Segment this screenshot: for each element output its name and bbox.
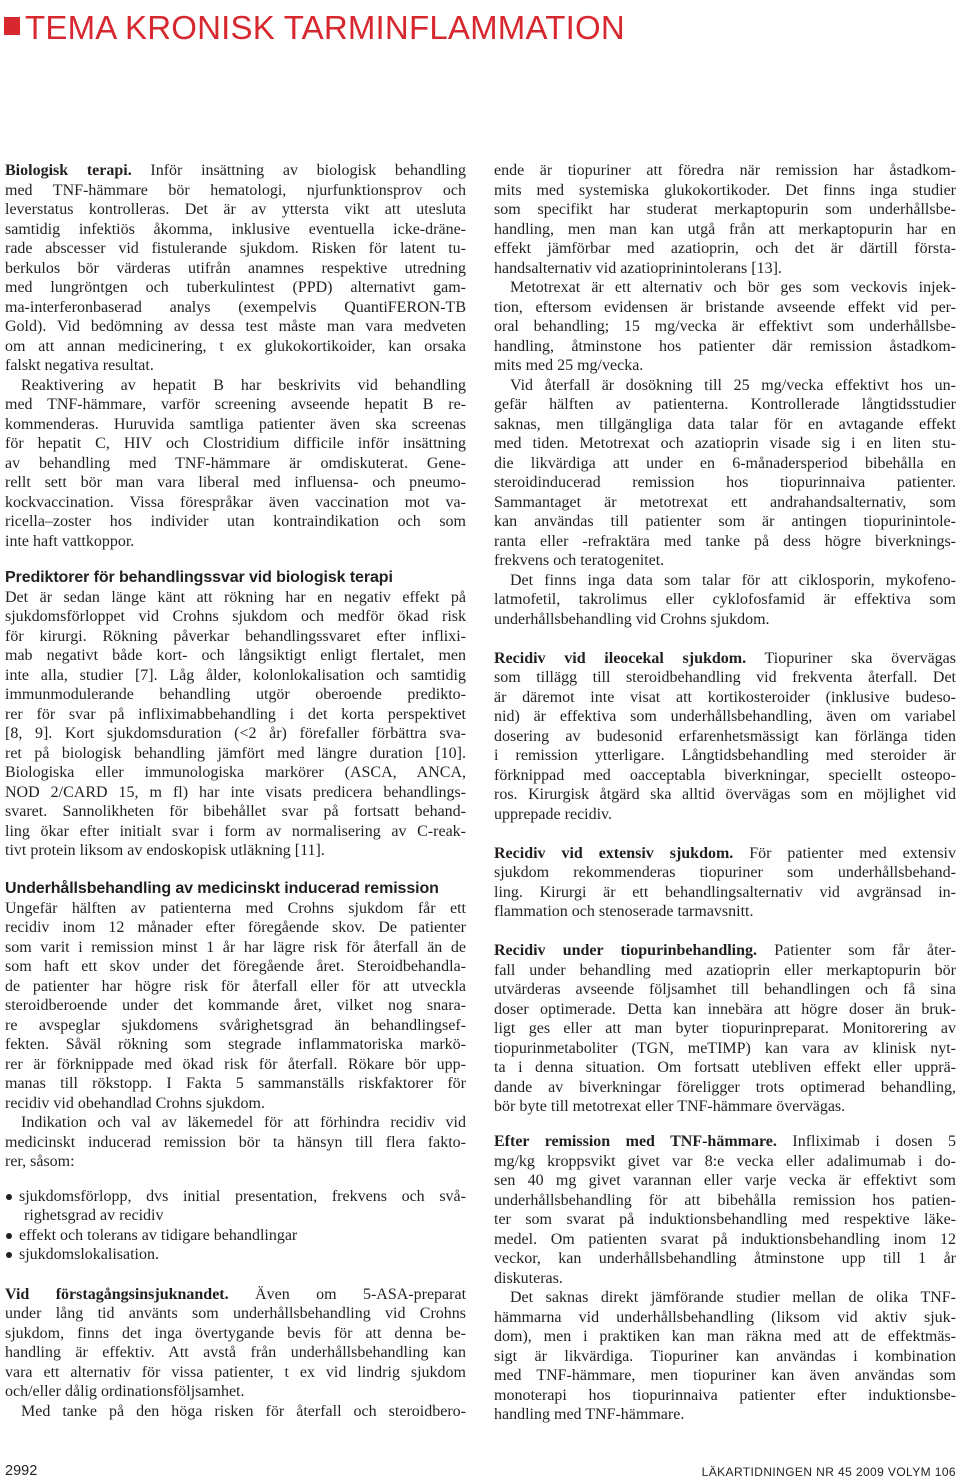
text-line: berkulos bör värderas utifrån anamnes respektive utredning	[5, 259, 466, 277]
text-line: inte haft vattkoppor.	[5, 532, 135, 550]
bullet-icon	[6, 1194, 12, 1200]
text-line: om att annan medicinering, t ex glukokortikoider, kan orsaka	[5, 337, 466, 355]
text-line: latmofetil, takrolimus eller cyklofosfamid är effektiva som	[494, 591, 956, 608]
text-line: gefär hälften av patienterna. Kontrollerade långtidsstudier	[494, 396, 956, 413]
section-heading-maintenance: Underhållsbehandling av medicinskt inducerad remission	[5, 880, 439, 897]
text-line: som haft ett skov under det föregående året. Steroidbehandla-	[5, 958, 466, 975]
text-line: mits med 25 mg/vecka.	[494, 357, 644, 374]
text-line: upprepade recidiv.	[494, 805, 613, 823]
text-line: för hepatit C, HIV och Clostridium difficile inför insättning	[5, 435, 466, 452]
list-item	[5, 1187, 466, 1226]
text-line: die likvärdiga att under en 6-månadersperiod bibehålla en	[494, 454, 956, 472]
text-line: utvärderas avseende följsamhet till behandlingen och få sina	[494, 981, 956, 998]
bullet-icon	[6, 1252, 12, 1258]
text-line: hämmarna vid underhållsbehandling (liksom vid aktiv sjuk-	[494, 1308, 956, 1326]
paragraph-methotrexate	[494, 278, 956, 376]
text-line: doser optimerade. Detta kan innebära att högre doser än bruk-	[494, 1000, 956, 1018]
right-column	[494, 161, 956, 1425]
text-line: kommenderas. Huruvida samtliga patienter även ska screenas	[5, 415, 466, 433]
run-in-heading: Vid förstagångsinsjuknandet.	[5, 1285, 229, 1303]
paragraph-predictors	[5, 588, 466, 861]
text-line: rer för svar på infliximabbehandling i det korta perspektivet	[5, 705, 466, 723]
text-line: flammation och stenoserade tarmavsnitt.	[494, 903, 754, 920]
text-line: Reaktivering av hepatit B har beskrivits vid behandling	[21, 376, 466, 394]
run-in-heading: Recidiv under tiopurinbehandling.	[494, 942, 758, 959]
text-line: Indikation och val av läkemedel för att förhindra recidiv vid	[21, 1114, 466, 1131]
text-line: righetsgrad av recidiv	[24, 1207, 164, 1224]
text-line: svaret. Sannolikheten för bibehållet svar på fortsatt behand-	[5, 803, 466, 820]
text-line: effekt och tolerans av tidigare behandlingar	[19, 1226, 298, 1244]
paragraph-maintenance	[5, 899, 466, 1114]
text-line: ma-interferonbaserad analys (exempelvis QuantiFERON-TB	[5, 298, 466, 316]
text-line: sigt är likvärdiga. Tiopuriner kan användas i kombination	[494, 1347, 956, 1365]
text-line: tion, eftersom evidensen är bristande avseende effekt vid per-	[494, 298, 956, 316]
text-line	[494, 649, 956, 669]
text-line: inte alla, studier [7]. Låg ålder, kolonlokalisation och samtidig	[5, 666, 466, 684]
text-line: sjukdom rekommenderas tiopuriner som underhållsbehand-	[494, 864, 956, 881]
text-line: ros. Kirurgisk åtgärd ska alltid övervägas som en möjlighet vid	[494, 786, 956, 803]
text-line: mits med systemiska glukokortikoder. Det finns inga studier	[494, 181, 956, 199]
paragraph-high-relapse-risk-continued	[494, 161, 956, 278]
text-line: rellt sett bör man vara liberal med influensa- och pneumo-	[5, 474, 466, 491]
paragraph-other-immunosuppressants	[494, 571, 956, 630]
text-line: Sammantaget är metotrexat ett andrahandsalternativ, som	[494, 493, 956, 511]
page-number: 2992	[5, 1463, 38, 1479]
run-in-heading: Recidiv vid extensiv sjukdom.	[494, 844, 734, 862]
text-line: sjukdomsförlopp, dvs initial presentation, frekvens och svå-	[19, 1187, 466, 1205]
line-text: Patienter som får åter-	[774, 942, 957, 959]
text-line: steroidinducerad remission hos tiopurinnaiva patienter.	[494, 474, 956, 491]
text-line: sjukdomslokalisation.	[19, 1246, 159, 1263]
text-line: i remission ytterligare. Långtidsbehandling med steroider är	[494, 747, 956, 764]
text-line: saknas, men tillgängliga data talar för en avtagande effekt	[494, 415, 956, 433]
text-line: med TNF-hämmare, varför screening avseende hepatit B re-	[5, 396, 466, 413]
paragraph-methotrexate-relapse	[494, 376, 956, 571]
text-line: med tiden. Metotrexat och azatioprin visade sig i en liten stu-	[494, 435, 956, 452]
text-line: dosering av budesonid erfarenhetsmässigt kan förlänga tiden	[494, 727, 956, 745]
text-line: ta i denna situation. Om fortsatt utebliven effekt eller upprä-	[494, 1059, 956, 1076]
list-item	[5, 1245, 466, 1265]
criteria-list	[5, 1187, 466, 1265]
text-line: rer är förknippade med ökad risk för återfall. Rökare bör upp-	[5, 1055, 466, 1073]
text-line: sen 40 mg givet varannan eller varje vecka är effektivt som	[494, 1172, 956, 1189]
text-line: dande av biverkningar föreligger trots optimerad behandling,	[494, 1078, 956, 1096]
text-line: [8, 9]. Kort sjukdomsduration (<2 år) förefaller förbättra sva-	[5, 725, 466, 742]
text-line: av behandling med TNF-hämmare är omdiskuterat. Gene-	[5, 454, 466, 472]
text-line: är däremot inte visat att kortikosteroider (inklusive budeso-	[494, 688, 956, 706]
text-line	[494, 1132, 956, 1152]
section-marker-icon	[4, 17, 20, 35]
text-line: mab negativt både kort- och långsiktigt enligt flertalet, men	[5, 647, 466, 664]
text-line: dom), men i praktiken kan man räkna med att de effektmäs-	[494, 1328, 956, 1345]
text-line: som tillägg till steroidbehandling vid frekventa återfall. Det	[494, 669, 956, 686]
text-line: Det är sedan länge känt att rökning har en negativ effekt på	[5, 588, 466, 606]
text-line: handsalternativ vid azatioprinintolerans [13].	[494, 259, 782, 277]
line-text: För patienter med extensiv	[749, 844, 957, 862]
text-line: Ungefär hälften av patienterna med Crohns sjukdom får ett	[5, 899, 466, 917]
text-line: handling är effektiv. Att avstå från underhållsbehandling kan	[5, 1344, 466, 1361]
list-item	[5, 1226, 466, 1246]
text-line: förknippad med oacceptabla biverkningar, speciellt osteopo-	[494, 766, 956, 784]
text-line: fall under behandling med azatioprin eller merkaptopurin bör	[494, 961, 956, 979]
line-text: Infliximab i dosen 5	[792, 1133, 957, 1150]
text-line: Metotrexat är ett alternativ och bör ges som veckovis injek-	[510, 279, 956, 296]
text-line: monoterapi hos tiopurinnaiva patienter efter induktionsbe-	[494, 1386, 956, 1404]
left-column	[5, 161, 466, 1421]
text-line: handling, men man kan utgå från att merkaptopurin har en	[494, 220, 956, 238]
text-line: rade abscesser vid fistulerande sjukdom. Risken för latent tu-	[5, 240, 466, 257]
text-line: oral behandling; 15 mg/vecka är effektivt som underhållsbe-	[494, 318, 956, 335]
text-line: recidiv vid obehandlad Crohns sjukdom.	[5, 1094, 265, 1112]
text-line: tiopurinmetaboliter (TGN, meTIMP) kan vara av klinisk nyt-	[494, 1039, 956, 1057]
text-line: frekvens och teratogenitet.	[494, 552, 665, 569]
paragraph-ileocecal-relapse	[494, 649, 956, 825]
text-line: falskt negativa resultat.	[5, 357, 154, 374]
text-line: underhållsbehandling för att bibehålla remission hos patien-	[494, 1191, 956, 1209]
text-line: kan användas till patienter som är antingen tiopurinintole-	[494, 513, 956, 530]
text-line: manas till rökstopp. I Fakta 5 sammanställs riskfaktorer för	[5, 1075, 466, 1092]
text-line: handling med TNF-hämmare.	[494, 1406, 685, 1423]
text-line: handling, åtminstone hos patienter där remission åstadkom-	[494, 337, 956, 355]
paragraph-hepatitis	[5, 376, 466, 552]
text-line: och/eller dålig ordinationsföljsamhet.	[5, 1383, 245, 1400]
text-line: ligt ges eller att man byter tiopurinpreparat. Monitorering av	[494, 1020, 956, 1037]
text-line: under lång tid använts som underhållsbehandling vid Crohns	[5, 1305, 466, 1322]
paragraph-tnf-comparison	[494, 1288, 956, 1425]
text-line: som varit i remission minst 1 år har lägre risk för återfall än de	[5, 938, 466, 956]
text-line: Vid återfall är dosökning till 25 mg/vecka effektivt hos un-	[510, 376, 956, 394]
text-line: nid) är effektiva som underhållsbehandling, även om variabel	[494, 708, 956, 725]
bullet-icon	[6, 1233, 12, 1239]
paragraph-biologic-therapy	[5, 161, 466, 376]
text-line: Biologiska eller immunologiska markörer (ASCA, ANCA,	[5, 764, 466, 781]
line-text: Tiopuriner ska övervägas	[764, 649, 956, 667]
text-line: vara ett alternativ för vissa patienter, t ex vid lindrig sjukdom	[5, 1363, 466, 1381]
text-line: leverstatus kontrolleras. Det är av yttersta vikt att utesluta	[5, 201, 466, 218]
text-line: med TNF-hämmare bör hematologi, njurfunktionsprov och	[5, 181, 466, 199]
text-line: Gold). Vid bedömning av dessa test måste man vara medveten	[5, 318, 466, 335]
line-text: Även om 5-ASA-preparat	[255, 1285, 467, 1303]
text-line: NOD 2/CARD 15, m fl) har inte visats predicera behandlings-	[5, 783, 466, 801]
run-in-heading: Recidiv vid ileocekal sjukdom.	[494, 649, 747, 667]
text-line	[5, 1285, 466, 1305]
text-line: veckor, kan underhållsbehandling åtminstone upp till 1 år	[494, 1250, 956, 1267]
paragraph-indication	[5, 1113, 466, 1172]
paragraph-first-onset	[5, 1285, 466, 1402]
text-line: ende är tiopuriner att föredra när remission har åstadkom-	[494, 162, 956, 179]
text-line: Det saknas direkt jämförande studier mellan de olika TNF-	[510, 1289, 956, 1306]
text-line: de patienter har högre risk för återfall eller för att utveckla	[5, 977, 466, 995]
paragraph-extensive-relapse	[494, 844, 956, 922]
text-line: med lungröntgen och tuberkulintest (PPD) alternativt gam-	[5, 279, 466, 296]
section-title: TEMA KRONISK TARMINFLAMMATION	[25, 9, 625, 46]
text-line: med TNF-hämmare, men tiopuriner kan även användas som	[494, 1367, 956, 1384]
text-line: sjukdom, finns det inga övertygande bevis för att denna be-	[5, 1324, 466, 1342]
text-line	[494, 844, 956, 864]
text-line: som specifikt har studerat merkaptopurin som underhållsbe-	[494, 201, 956, 218]
section-heading-predictors: Prediktorer för behandlingssvar vid biologisk terapi	[5, 569, 393, 586]
text-line: mg/kg kroppsvikt givet var 8:e vecka eller adalimumab i do-	[494, 1152, 956, 1170]
text-line: fekten. Såväl rökning som stegrade inflammatoriska markö-	[5, 1036, 466, 1053]
paragraph-thiopurine-relapse	[494, 941, 956, 1117]
text-line: underhållsbehandling vid Crohns sjukdom.	[494, 610, 770, 628]
text-line: rer, såsom:	[5, 1153, 75, 1170]
text-line: tivt protein liksom av endoskopisk utläkning [11].	[5, 842, 325, 859]
text-line: ling. Kirurgi är ett behandlingsalternativ vid avgränsad in-	[494, 883, 956, 901]
text-line: medicinskt inducerad remission bör ta hänsyn till flera fakto-	[5, 1133, 466, 1151]
line-text: Inför insättning av biologisk behandling	[150, 162, 466, 179]
text-line: ling ökar efter initialt svar i form av normalisering av C-reak-	[5, 822, 466, 840]
text-line	[5, 161, 466, 181]
text-line: kockvaccination. Vissa förespråkar även vaccination mot va-	[5, 493, 466, 511]
text-line: samtidig infektiös åkomma, inklusive eventuella icke-dräne-	[5, 220, 466, 238]
text-line: diskuteras.	[494, 1269, 563, 1287]
text-line: ricella–zoster hos individer utan kontraindikation och som	[5, 513, 466, 530]
run-in-heading: Biologisk terapi.	[5, 162, 132, 179]
text-line: bör byte till metotrexat eller TNF-hämmare övervägas.	[494, 1098, 846, 1115]
text-line: effekt jämförbar med azatioprin, och det är därtill första-	[494, 240, 956, 257]
text-line	[494, 941, 956, 961]
text-line: för kirurgi. Rökning påverkar behandlingssvaret efter inflixi-	[5, 627, 466, 645]
text-line: Det finns inga data som talar för att ciklosporin, mykofeno-	[510, 571, 956, 589]
paragraph-after-tnf-remission	[494, 1132, 956, 1288]
text-line: steroidberoende under det kommande året, vilket nog snara-	[5, 997, 466, 1014]
text-line: recidiv inom 12 månader efter föregående skov. De patienter	[5, 919, 466, 936]
paragraph-high-relapse-risk-start	[5, 1402, 466, 1422]
text-line: ter som svarat på induktionsbehandling med respektive läke-	[494, 1211, 956, 1228]
run-in-heading: Efter remission med TNF-hämmare.	[494, 1133, 777, 1150]
text-line: ret på biologisk behandling jämfört med längre duration [10].	[5, 744, 466, 762]
text-line: Med tanke på den höga risken för återfall och steroidbero-	[21, 1402, 466, 1420]
text-line: medel. Om patienten svarat på induktionsbehandling inom 12	[494, 1230, 956, 1248]
journal-issue: LÄKARTIDNINGEN NR 45 2009 VOLYM 106	[701, 1465, 956, 1479]
text-line: immunmodulerande behandling utgör oberoende predikto-	[5, 686, 466, 703]
text-line: ranta eller -refraktära med tanke på dess högre biverknings-	[494, 532, 956, 550]
text-line: re avspeglar sjukdomens svårighetsgrad än behandlingsef-	[5, 1016, 466, 1034]
text-line: sjukdomsförloppet vid Crohns sjukdom och medför ökad risk	[5, 608, 466, 625]
